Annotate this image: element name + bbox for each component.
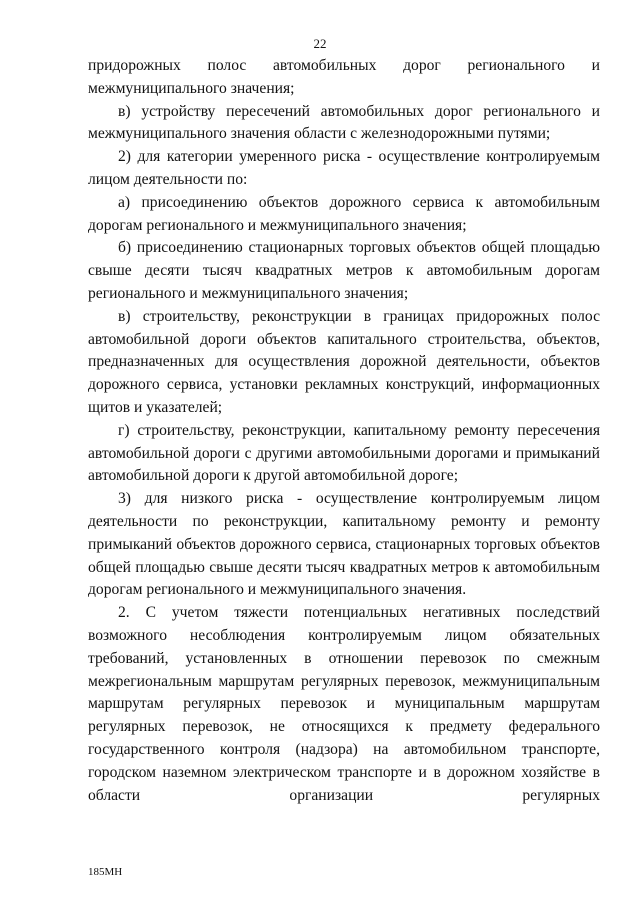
page-number: 22 — [313, 36, 327, 51]
paragraph: 2. С учетом тяжести потенциальных негативных последствий возможного несоблюдения контролируемым лицом обязательных требований, установленных в отношении перевозок по смежным межрегиональным маршрутам регулярных перевозок, межмуниципальным маршрутам регулярных перевозок и муниципальным маршрутам регулярных перевозок, не относящихся к предмету федерального государственного контроля (надзора) на автомобильном транспорте, городском наземном электрическом транспорте и в дорожном хозяйстве в области организации регулярных — [88, 604, 600, 804]
paragraph: а) присоединению объектов дорожного сервиса к автомобильным дорогам регионального и межмуниципального значения; — [88, 193, 600, 234]
paragraph: 2) для категории умеренного риска - осуществление контролируемым лицом деятельности по: — [88, 148, 600, 188]
paragraph: придорожных полос автомобильных дорог регионального и межмуниципального значения; — [88, 57, 600, 97]
paragraph: б) присоединению стационарных торговых объектов общей площадью свыше десяти тысяч квадратных метров к автомобильным дорогам регионального и межмуниципального значения; — [88, 239, 600, 302]
paragraph: в) строительству, реконструкции в границах придорожных полос автомобильной дороги объектов капитального строительства, объектов, предназначенных для осуществления дорожной деятельности, объектов дорожного сервиса, установки рекламных конструкций, информационных щитов и указателей; — [88, 307, 600, 416]
paragraph: г) строительству, реконструкции, капитальному ремонту пересечения автомобильной дороги с другими автомобильными дорогами и примыканий автомобильной дороги к другой автомобильной дороге; — [88, 421, 600, 485]
paragraph: 3) для низкого риска - осуществление контролируемым лицом деятельности по реконструкции, капитальному ремонту и ремонту примыканий объектов дорожного сервиса, стационарных торговых объектов общей площадью свыше десяти тысяч квадратных метров к автомобильным дорогам регионального и межмуниципального значения. — [88, 490, 600, 599]
document-body — [88, 55, 600, 807]
paragraph: в) устройству пересечений автомобильных дорог регионального и межмуниципального значения области с железнодорожными путями; — [88, 102, 600, 143]
document-code: 185МН — [88, 866, 123, 878]
